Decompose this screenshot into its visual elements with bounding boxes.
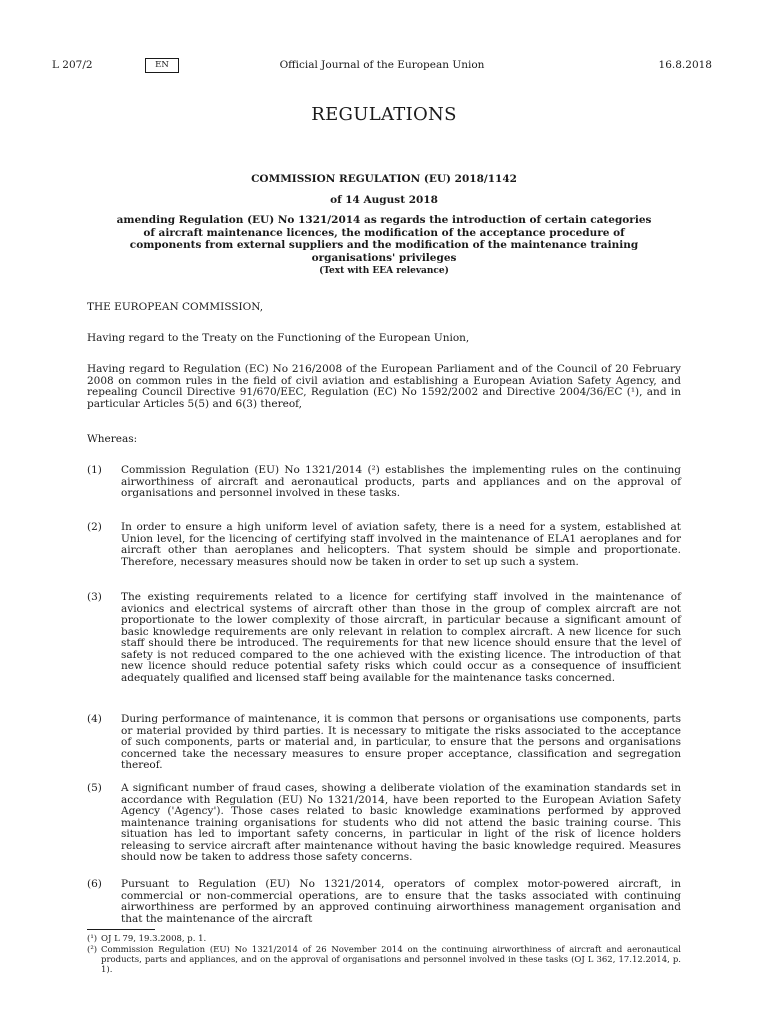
recital-number: (3): [87, 591, 102, 603]
footnote-divider: [87, 929, 155, 930]
section-title: REGULATIONS: [311, 104, 457, 125]
recital-5: [87, 783, 681, 864]
recital-text: In order to ensure a high uniform level of aviation safety, there is a need for a system, established at Union level, for the licencing of certifying staff involved in the maintenance of ELA1 aeroplanes and for aircraft other than aeroplanes and helicopters. That system should be simple and proportionate. Therefore, necessary measures should now be taken in order to set up such a system.: [121, 521, 681, 568]
preamble-whereas: Whereas:: [87, 433, 138, 445]
recital-number: (4): [87, 713, 102, 725]
footnote-1: [87, 934, 681, 944]
recital-text: During performance of maintenance, it is common that persons or organisations use components, parts or material provided by third parties. It is necessary to mitigate the risks associated to the acceptance of such components, parts or material and, in particular, to ensure that the persons and organisations concerned take the necessary measures to ensure proper acceptance, classification and segregation thereof.: [121, 713, 681, 771]
recital-number: (1): [87, 464, 102, 476]
recital-text: The existing requirements related to a licence for certifying staff involved in the maintenance of avionics and electrical systems of aircraft other than those in the group of complex aircraft are not proportionate to the lower complexity of those aircraft, in particular because a significant amount of basic knowledge requirements are only relevant in relation to complex aircraft. A new licence for such staff should there be introduced. The requirements for that new licence should ensure that the level of safety is not reduced compared to the one achieved with the existing licence. The introduction of that new licence should reduce potential safety risks which could occur as a consequence of insufficient adequately qualified and licensed staff being available for the maintenance tasks concerned.: [121, 591, 681, 684]
preamble-regulation-reference: Having regard to Regulation (EC) No 216/2008 of the European Parliament and of the Council of 20 February 2008 on common rules in the field of civil aviation and establishing a European Aviation Safety Agency, and repealing Council Directive 91/670/EEC, Regulation (EC) No 1592/2002 and Directive 2004/36/EC (¹), and in particular Articles 5(5) and 6(3) thereof,: [87, 363, 681, 410]
recital-4: [87, 714, 681, 772]
recital-number: (6): [87, 878, 102, 890]
eea-relevance: (Text with EEA relevance): [319, 266, 449, 276]
recital-2: [87, 522, 681, 568]
footnote-text: Commission Regulation (EU) No 1321/2014 of 26 November 2014 on the continuing airworthiness of aircraft and aeronautical products, parts and appliances, and on the approval of organisations and personnel involved in these tasks (OJ L 362, 17.12.2014, p. 1).: [101, 945, 681, 975]
recital-1: [87, 465, 681, 500]
footnote-text: OJ L 79, 19.3.2008, p. 1.: [101, 934, 207, 944]
recital-text: A significant number of fraud cases, showing a deliberate violation of the examination standards set in accordance with Regulation (EU) No 1321/2014, have been reported to the European Aviation Safety Agency ('Agency'). Those cases related to basic knowledge examinations performed by approved maintenance training organisations for students who did not attend the basic training course. This situation has led to important safety concerns, in particular in light of the risk of licence holders releasing to service aircraft after maintenance without having the basic knowledge required. Measures should now be taken to address those safety concerns.: [121, 782, 681, 863]
journal-name: Official Journal of the European Union: [279, 59, 485, 71]
recital-3: [87, 592, 681, 684]
regulation-title: COMMISSION REGULATION (EU) 2018/1142: [251, 173, 517, 185]
footnote-mark: (¹): [87, 934, 98, 944]
footnote-mark: (²): [87, 945, 98, 955]
preamble-commission: THE EUROPEAN COMMISSION,: [87, 301, 264, 313]
recital-6: [87, 879, 681, 925]
publication-date: 16.8.2018: [658, 59, 712, 71]
regulation-subject: amending Regulation (EU) No 1321/2014 as regards the introduction of certain categories of aircraft maintenance licences, the modification of the acceptance procedure of components from external suppliers and the modification of the maintenance training organisations' privileges: [116, 214, 652, 264]
recital-text: Pursuant to Regulation (EU) No 1321/2014, operators of complex motor-powered aircraft, in commercial or non-commercial operations, are to ensure that the tasks associated with continuing airworthiness are performed by an approved continuing airworthiness management organisation and that the maintenance of the aircraft: [121, 878, 681, 925]
regulation-date: of 14 August 2018: [330, 194, 438, 206]
preamble-treaty: Having regard to the Treaty on the Functioning of the European Union,: [87, 332, 470, 344]
page-reference: L 207/2: [52, 59, 93, 71]
recital-number: (2): [87, 521, 102, 533]
footnote-2: [87, 945, 681, 975]
language-badge: EN: [145, 58, 179, 73]
recital-number: (5): [87, 782, 102, 794]
page-header: [52, 58, 712, 76]
recital-text: Commission Regulation (EU) No 1321/2014 (²) establishes the implementing rules on the continuing airworthiness of aircraft and aeronautical products, parts and appliances and on the approval of organisations and personnel involved in these tasks.: [121, 464, 681, 499]
